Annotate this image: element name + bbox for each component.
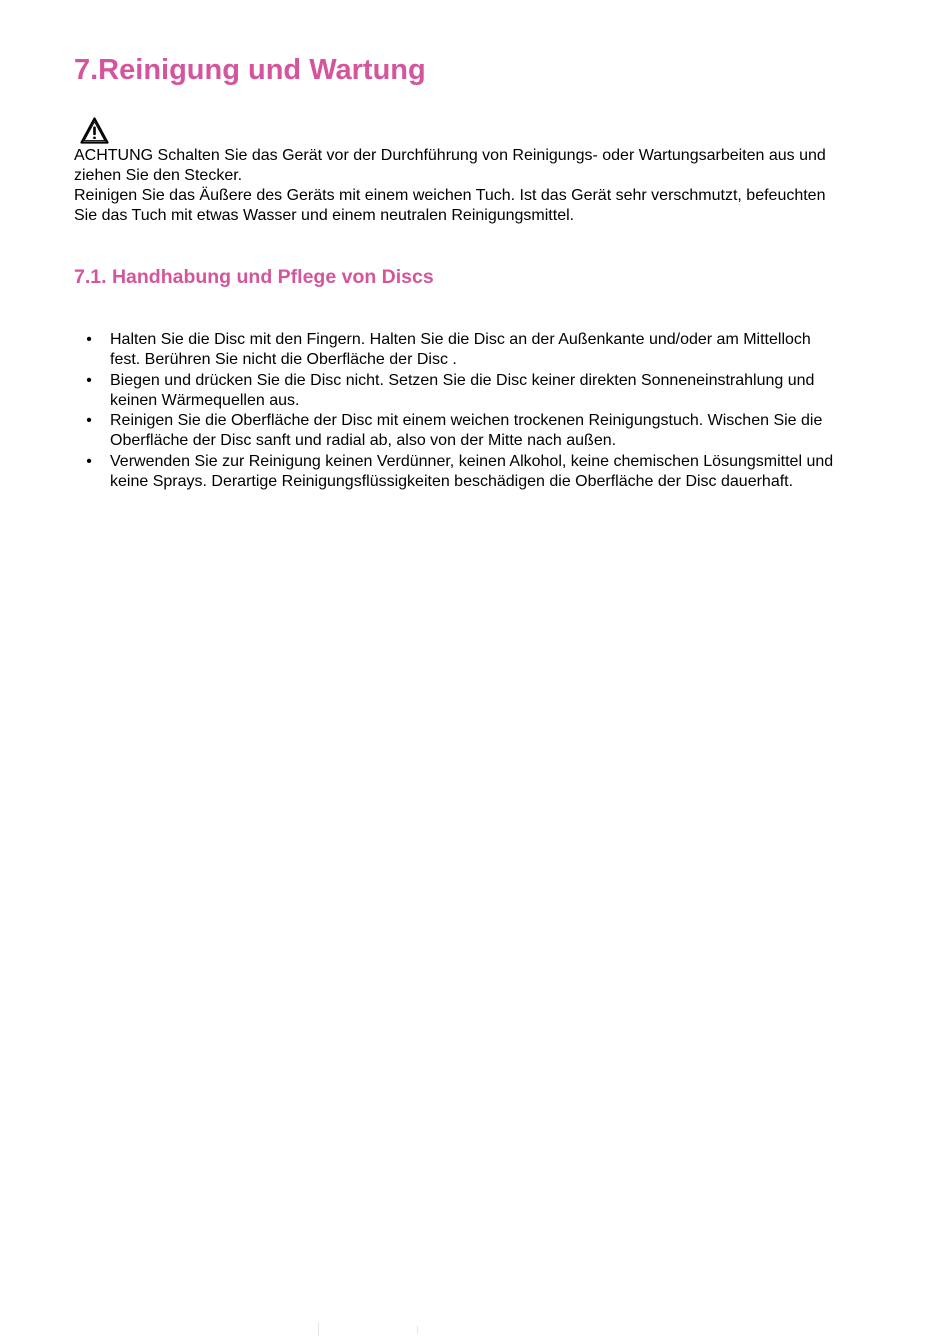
subsection-heading: 7.1. Handhabung und Pflege von Discs [74, 266, 434, 288]
list-item-text: Verwenden Sie zur Reinigung keinen Verdünner, keinen Alkohol, keine chemischen Lösungsmittel und keine Sprays. Derartige Reinigungsflüssigkeiten beschädigen die Oberfläche der Disc dauerhaft. [110, 452, 834, 491]
cleaning-paragraph: Reinigen Sie das Äußere des Geräts mit einem weichen Tuch. Ist das Gerät sehr verschmutzt, befeuchten Sie das Tuch mit etwas Wasser und einem neutralen Reinigungsmittel. [74, 187, 826, 225]
list-item-text: Halten Sie die Disc mit den Fingern. Halten Sie die Disc an der Außenkante und/oder am Mittelloch fest. Berühren Sie nicht die Oberfläche der Disc . [110, 331, 811, 369]
warning-triangle-icon [80, 117, 109, 144]
list-item-text: Reinigen Sie die Oberfläche der Disc mit einem weichen trockenen Reinigungstuch. Wischen Sie die Oberfläche der Disc sanft und radial ab, also von der Mitte nach außen. [110, 412, 823, 450]
scan-mark [318, 1322, 319, 1336]
list-item-text: Biegen und drücken Sie die Disc nicht. Setzen Sie die Disc keiner direkten Sonneneinstrahlung und keinen Wärmequellen aus. [110, 371, 815, 409]
list-item [74, 330, 844, 371]
bullet-marker: • [86, 331, 92, 348]
bullet-marker: • [86, 412, 92, 430]
warning-paragraph: ACHTUNG Schalten Sie das Gerät vor der Durchführung von Reinigungs- oder Wartungsarbeiten aus und ziehen Sie den Stecker. [74, 147, 826, 185]
disc-care-list [74, 330, 844, 492]
list-item [74, 452, 844, 493]
list-item [74, 371, 844, 412]
list-item [74, 411, 844, 452]
section-heading: 7.Reinigung und Wartung [74, 54, 426, 86]
bullet-marker: • [86, 371, 92, 389]
bullet-marker: • [86, 452, 92, 470]
scan-mark [417, 1326, 418, 1334]
